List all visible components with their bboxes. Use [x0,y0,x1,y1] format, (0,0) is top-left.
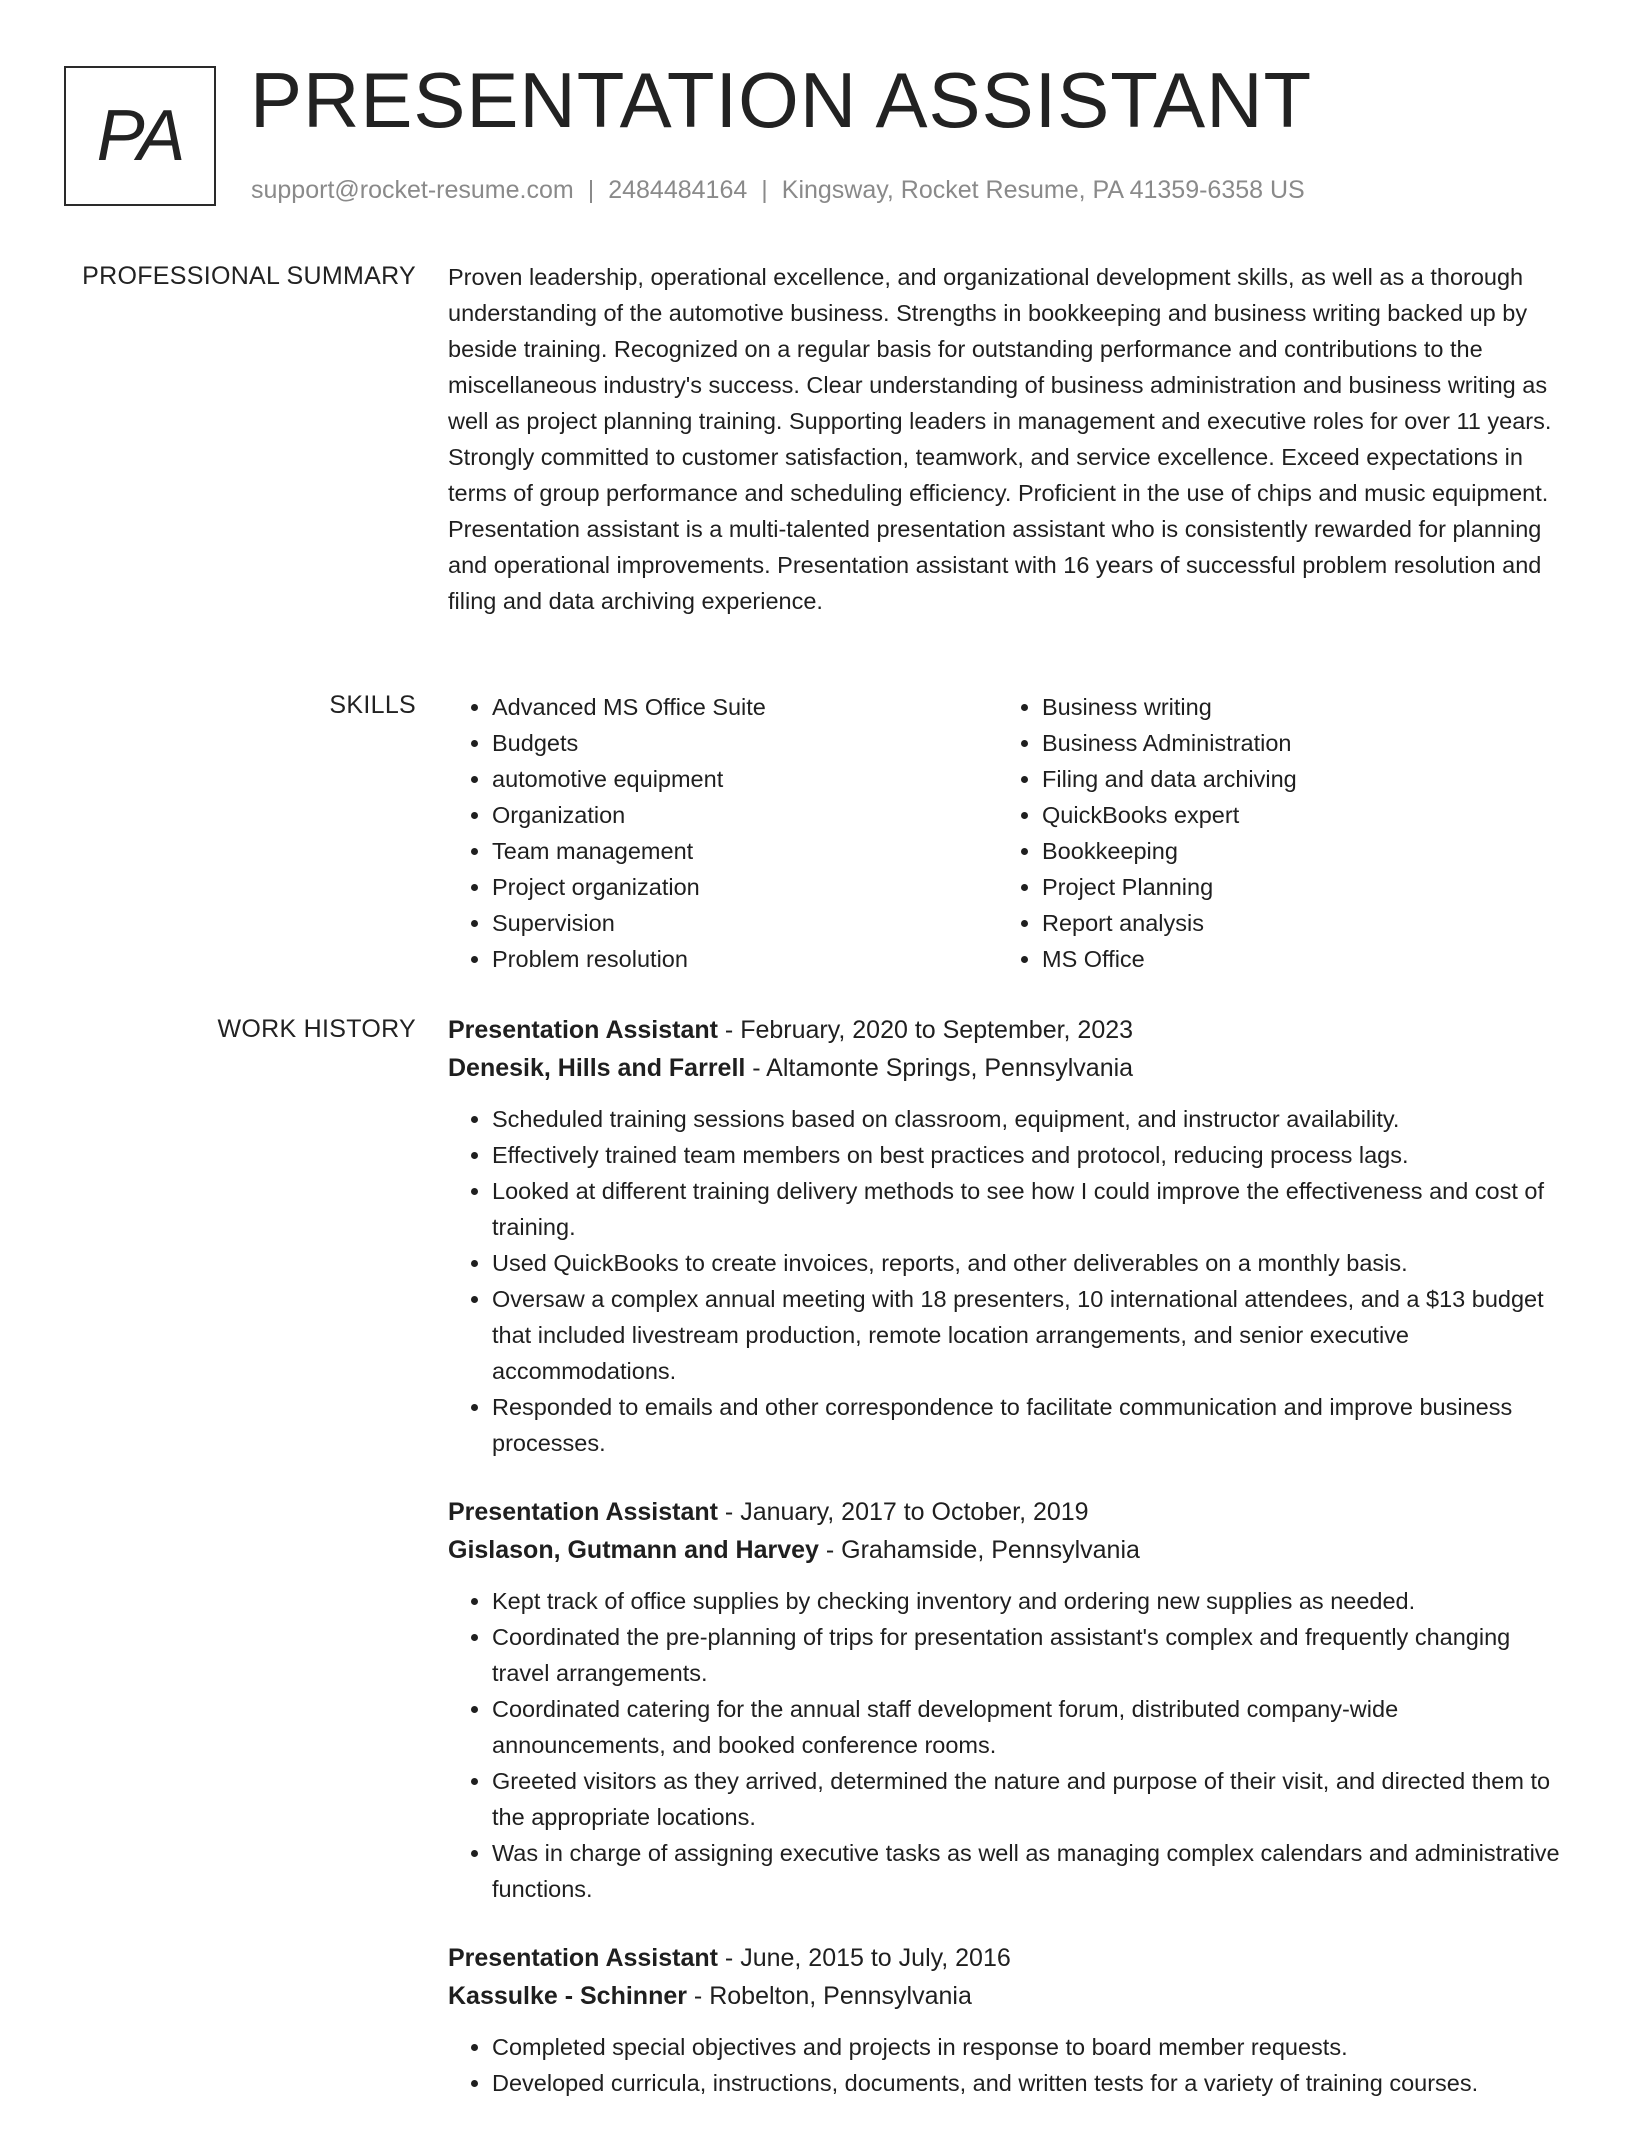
skills-list-right [998,689,1548,977]
skill-item: • Advanced MS Office Suite [492,689,998,725]
skill-item: • Project Planning [1042,869,1548,905]
job-company: Gislason, Gutmann and Harvey [448,1536,819,1564]
job-title: Presentation Assistant [448,1498,718,1526]
summary-section [448,259,1564,619]
job-company-line [448,1977,1564,2015]
job-location: - Robelton, Pennsylvania [686,1982,972,2010]
skill-item: • Supervision [492,905,998,941]
work-history-label: WORK HISTORY [217,1015,416,1043]
skill-item: • automotive equipment [492,761,998,797]
job-bullet: • Completed special objectives and projects in response to board member requests. [492,2029,1564,2065]
job-title-line [448,1011,1564,1049]
job-bullets [448,1583,1564,1907]
job-title: Presentation Assistant [448,1944,718,1972]
work-history-section [448,1011,1564,2133]
skill-item: • Organization [492,797,998,833]
contact-separator: | [587,176,595,204]
job-location: - Grahamside, Pennsylvania [818,1536,1140,1564]
summary-text: Proven leadership, operational excellence, and organizational development skills, as well as a thorough understanding of the automotive business. Strengths in bookkeeping and business writing backed up by beside training. Recognized on a regular basis for outstanding performance and contributions to the miscellaneous industry's success. Clear understanding of business administration and business writing as well as project planning training. Supporting leaders in management and executive roles for over 11 years. Strongly committed to customer satisfaction, teamwork, and service excellence. Exceed expectations in terms of group performance and scheduling efficiency. Proficient in the use of chips and music equipment. Presentation assistant is a multi-talented presentation assistant who is consistently rewarded for planning and operational improvements. Presentation assistant with 16 years of successful problem resolution and filing and data archiving experience. [448,264,1552,614]
job-bullet: • Responded to emails and other correspondence to facilitate communication and improve business processes. [492,1389,1564,1461]
job-title-line [448,1939,1564,1977]
monogram-box [64,66,216,206]
job-bullet: • Effectively trained team members on best practices and protocol, reducing process lags. [492,1137,1564,1173]
skill-item: • Bookkeeping [1042,833,1548,869]
job-bullet: • Greeted visitors as they arrived, determined the nature and purpose of their visit, and directed them to the appropriate locations. [492,1763,1564,1835]
skill-item: • QuickBooks expert [1042,797,1548,833]
job-bullet: • Developed curricula, instructions, documents, and written tests for a variety of training courses. [492,2065,1564,2101]
job-bullet: • Oversaw a complex annual meeting with 18 presenters, 10 international attendees, and a $13 budget that included livestream production, remote location arrangements, and senior executive accommodations. [492,1281,1564,1389]
skill-item: • Business writing [1042,689,1548,725]
contact-address: Kingsway, Rocket Resume, PA 41359-6358 US [781,176,1305,204]
job-company-line [448,1049,1564,1087]
skills-section [448,689,1564,977]
job-entry [448,1939,1564,2101]
contact-email: support@rocket-resume.com [251,176,574,204]
job-dates: - February, 2020 to September, 2023 [717,1016,1134,1044]
skill-item: • MS Office [1042,941,1548,977]
job-bullet: • Scheduled training sessions based on classroom, equipment, and instructor availability. [492,1101,1564,1137]
job-location: - Altamonte Springs, Pennsylvania [745,1054,1134,1082]
skills-list-left [448,689,998,977]
skills-grid [448,689,1564,977]
skill-item: • Business Administration [1042,725,1548,761]
contact-phone: 2484484164 [608,176,748,204]
contact-line [251,176,1305,205]
contact-separator: | [761,176,768,204]
skill-item: • Project organization [492,869,998,905]
job-title-line [448,1493,1564,1531]
job-entry [448,1493,1564,1907]
resume-name: PRESENTATION ASSISTANT [250,56,1313,144]
job-company: Denesik, Hills and Farrell [448,1054,746,1082]
skill-item: • Budgets [492,725,998,761]
job-bullets [448,2029,1564,2101]
job-dates: - January, 2017 to October, 2019 [717,1498,1089,1526]
job-bullet: • Coordinated catering for the annual staff development forum, distributed company-wide announcements, and booked conference rooms. [492,1691,1564,1763]
job-entry [448,1011,1564,1461]
skill-item: • Team management [492,833,998,869]
job-bullet: • Looked at different training delivery methods to see how I could improve the effectiveness and cost of training. [492,1173,1564,1245]
job-bullets [448,1101,1564,1461]
job-dates: - June, 2015 to July, 2016 [717,1944,1011,1972]
job-company-line [448,1531,1564,1569]
monogram-initials: PA [96,96,184,176]
job-bullet: • Kept track of office supplies by checking inventory and ordering new supplies as needed. [492,1583,1564,1619]
job-title: Presentation Assistant [448,1016,718,1044]
job-bullet: • Used QuickBooks to create invoices, reports, and other deliverables on a monthly basis. [492,1245,1564,1281]
skill-item: • Report analysis [1042,905,1548,941]
job-bullet: • Coordinated the pre-planning of trips for presentation assistant's complex and frequently changing travel arrangements. [492,1619,1564,1691]
skill-item: • Filing and data archiving [1042,761,1548,797]
skill-item: • Problem resolution [492,941,998,977]
job-bullet: • Was in charge of assigning executive tasks as well as managing complex calendars and administrative functions. [492,1835,1564,1907]
job-company: Kassulke - Schinner [448,1982,687,2010]
skills-label: SKILLS [329,691,416,719]
summary-label: PROFESSIONAL SUMMARY [82,262,416,290]
